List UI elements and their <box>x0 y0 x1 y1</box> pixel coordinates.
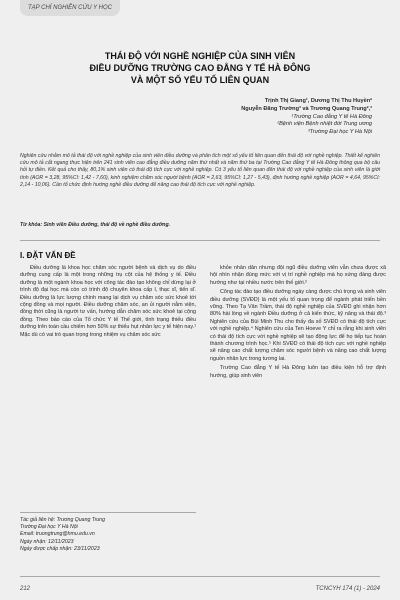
footer-divider <box>20 576 380 577</box>
page-number: 212 <box>20 586 31 592</box>
right-column <box>210 265 386 382</box>
paper-title <box>40 50 360 86</box>
section-heading: I. ĐẶT VẤN ĐỀ <box>20 251 76 260</box>
title-line: VÀ MỘT SỐ YẾU TỐ LIÊN QUAN <box>130 75 270 85</box>
author-line: Nguyễn Đăng Trường³ và Trương Quang Trung²,³ <box>241 105 372 112</box>
divider <box>20 240 380 241</box>
author-block <box>142 98 372 137</box>
body-paragraph: Điều dưỡng là khoa học chăm sóc người bệnh và dịch vụ do điều dưỡng cung cấp là một trong những trụ cột của hệ thống y tế. Điều dưỡng là một ngành khoa học với công tác đào tạo không chỉ dừng lại ở trình độ đại học mà còn có trình độ chuyên khoa cấp I, thạc sĩ, tiến sĩ. Điều dưỡng là lực lượng chính mang lại dịch vụ chăm sóc sức khoẻ tới cộng đồng và mọi người. Điều dưỡng chăm sóc, an ủi người nằm viện, đồng thời cũng là người tư vấn, hướng dẫn chăm sóc sức khoẻ tại cộng đồng. Theo báo cáo của Tổ chức Y tế Thế giới, tình trạng thiếu điều dưỡng trên toàn cầu chiếm hơn 50% sự thiếu hụt nhân lực y tế hiện nay.¹ Mặc dù có vai trò quan trọng trong nhiệm vụ chăm sóc sức <box>20 265 196 338</box>
left-column <box>20 265 196 341</box>
footnote-line: Email: truongtrung@hmu.edu.vn <box>20 531 95 538</box>
author-line: Trịnh Thị Giang¹, Dương Thị Thu Huyền² <box>264 98 372 104</box>
page-footer <box>20 586 380 592</box>
title-line: THÁI ĐỘ VỚI NGHỀ NGHIỆP CỦA SINH VIÊN <box>104 51 296 61</box>
journal-issue: TCNCYH 174 (1) - 2024 <box>315 586 380 592</box>
footnote-line: Trường Đại học Y Hà Nội <box>20 524 78 531</box>
affiliation: ¹Trường Cao đẳng Y tế Hà Đông <box>291 113 372 120</box>
footnote-line: Ngày được chấp nhận: 23/11/2023 <box>20 545 100 552</box>
abstract: Nghiên cứu nhằm mô tả thái độ với nghề nghiệp của sinh viên điều dưỡng và phân tích một số yếu tố liên quan đến thái độ với nghề nghiệp. Thiết kế nghiên cứu mô tả cắt ngang thực hiện trên 241 sinh viên cao đẳng điều dưỡng năm thứ nhất và năm thứ ba tại Trường Cao đẳng Y tế Hà Đông thông qua bộ câu hỏi tự điền. Kết quả cho thấy, 80,1% sinh viên có thái độ tích cực với nghề nghiệp. Có 3 yếu tố liên quan đến thái độ với nghề nghiệp của sinh viên là giới tính (AOR = 3,28, 95%CI: 1,42 - 7,60), kinh nghiệm chăm sóc người bệnh (AOR = 2,63, 95%CI: 1,27 - 5,43), định hướng nghề nghiệp (AOR = 4,64, 95%CI: 2,14 - 10,06). Cần tổ chức định hướng nghề điều dưỡng để nâng cao thái độ tích cực với nghề nghiệp. <box>20 153 380 188</box>
title-line: ĐIỀU DƯỠNG TRƯỜNG CAO ĐẲNG Y TẾ HÀ ĐÔNG <box>89 63 311 73</box>
journal-tag: TẠP CHÍ NGHIÊN CỨU Y HỌC <box>20 0 120 16</box>
body-paragraph: Công tác đào tạo điều dưỡng ngày càng được chú trọng và sinh viên điều dưỡng (SVĐD) là một yếu tố quan trọng để ngành phát triển bền vững. Theo Tạ Văn Trầm, thái độ nghề nghiệp của SVĐD ghi nhận hơn 80% hài lòng về ngành Điều dưỡng ở cả kiến thức, kỹ năng và thái độ.³ Nghiên cứu của Bùi Minh Thu cho thấy đa số SVĐD có thái độ tích cực với nghề nghiệp.⁴ Nghiên cứu của Ten Hoeve Y chỉ ra rằng khi sinh viên có thái độ tích cực với nghề nghiệp sẽ tạo động lực để họ tiếp tục hoàn thành chương trình học.⁵ Khi SVĐD có thái độ tích cực với nghề nghiệp sẽ nâng cao chất lượng chăm sóc người bệnh và nâng cao chất lượng nguồn nhân lực trong tương lai. <box>210 289 386 362</box>
footnote-line: Tác giả liên hệ: Trương Quang Trung <box>20 517 105 523</box>
correspondence-footnote <box>20 517 196 553</box>
affiliation: ³Trường Đại học Y Hà Nội <box>307 129 372 136</box>
footnote-divider <box>20 512 196 513</box>
affiliation: ²Bệnh viện Bệnh nhiệt đới Trung ương <box>277 121 372 128</box>
keywords: Từ khóa: Sinh viên Điều dưỡng, thái độ về nghề điều dưỡng. <box>20 222 171 228</box>
body-paragraph: Trường Cao đẳng Y tế Hà Đông luôn tạo điều kiện hỗ trợ định hướng, giúp sinh viên <box>210 365 386 379</box>
body-paragraph: khỏe nhân dân nhưng đội ngũ điều dưỡng viên vẫn chưa được xã hội nhìn nhận đúng mức với vị trí nghề nghiệp mà họ xứng đáng được hướng như tại nhiều nước trên thế giới.² <box>210 265 386 286</box>
footnote-line: Ngày nhận: 12/11/2023 <box>20 538 74 545</box>
